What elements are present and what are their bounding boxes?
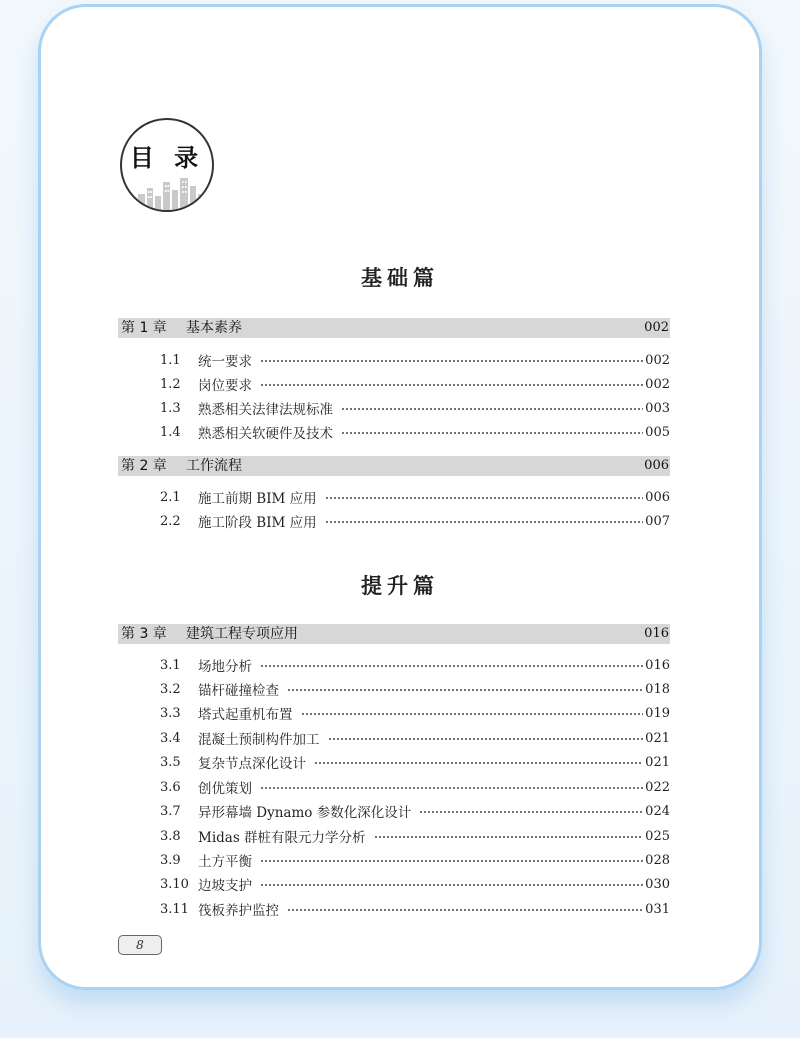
section-title: 锚杆碰撞检查 (198, 683, 279, 699)
toc-entry[interactable] (160, 422, 670, 442)
section-title: 土方平衡 (198, 854, 252, 870)
section-number: 2.2 (160, 513, 181, 529)
toc-entry[interactable] (160, 511, 670, 531)
section-page: 021 (645, 730, 670, 746)
section-title: Midas 群桩有限元力学分析 (198, 830, 366, 846)
dot-leader (325, 521, 644, 523)
toc-entry[interactable] (160, 703, 670, 723)
dot-leader (328, 738, 644, 740)
dot-leader (260, 860, 643, 862)
section-title: 场地分析 (198, 659, 252, 675)
section-page: 002 (645, 352, 670, 368)
dot-leader (419, 811, 643, 813)
section-title: 熟悉相关软硬件及技术 (198, 426, 333, 442)
chapter-label: 第 2 章 (121, 458, 167, 474)
toc-entry[interactable] (160, 350, 670, 370)
section-number: 3.5 (160, 754, 181, 770)
dot-leader (341, 408, 643, 410)
section-page: 007 (645, 513, 670, 529)
section-title: 统一要求 (198, 354, 252, 370)
section-title: 混凝土预制构件加工 (198, 732, 320, 748)
dot-leader (260, 665, 643, 667)
dot-leader (301, 713, 644, 715)
toc-entry[interactable] (160, 850, 670, 870)
dot-leader (260, 787, 643, 789)
toc-entry[interactable] (160, 398, 670, 418)
chapter-label: 第 1 章 (121, 320, 167, 336)
dot-leader (341, 432, 643, 434)
section-title: 施工阶段 BIM 应用 (198, 515, 317, 531)
section-page: 025 (645, 828, 670, 844)
chapter-title: 建筑工程专项应用 (186, 626, 298, 642)
section-page: 018 (645, 681, 670, 697)
toc-title: 目 录 (129, 144, 205, 172)
dot-leader (287, 689, 643, 691)
section-title: 筏板养护监控 (198, 903, 279, 919)
section-number: 1.2 (160, 376, 181, 392)
section-title: 复杂节点深化设计 (198, 756, 306, 772)
toc-entry[interactable] (160, 899, 670, 919)
dot-leader (325, 497, 644, 499)
section-page: 019 (645, 705, 670, 721)
section-number: 3.10 (160, 876, 189, 892)
section-page: 002 (645, 376, 670, 392)
chapter-page: 016 (644, 626, 669, 641)
dot-leader (314, 762, 643, 764)
section-number: 3.1 (160, 657, 181, 673)
chapter-row[interactable] (118, 624, 670, 644)
section-title: 熟悉相关法律法规标准 (198, 402, 333, 418)
section-number: 3.8 (160, 828, 181, 844)
section-page: 028 (645, 852, 670, 868)
section-number: 1.3 (160, 400, 181, 416)
section-title: 岗位要求 (198, 378, 252, 394)
section-title: 异形幕墙 Dynamo 参数化深化设计 (198, 805, 412, 821)
chapter-page: 002 (644, 320, 669, 335)
section-page: 005 (645, 424, 670, 440)
toc-entry[interactable] (160, 728, 670, 748)
dot-leader (287, 909, 643, 911)
section-page: 016 (645, 657, 670, 673)
part-title-advanced: 提升篇 (361, 573, 439, 598)
section-number: 3.4 (160, 730, 181, 746)
section-page: 003 (645, 400, 670, 416)
dot-leader (260, 360, 643, 362)
dot-leader (260, 384, 643, 386)
section-number: 3.3 (160, 705, 181, 721)
section-title: 创优策划 (198, 781, 252, 797)
page-number: 8 (118, 935, 162, 955)
section-page: 031 (645, 901, 670, 917)
dot-leader (260, 884, 643, 886)
section-number: 3.6 (160, 779, 181, 795)
chapter-row[interactable] (118, 456, 670, 476)
section-title: 塔式起重机布置 (198, 707, 293, 723)
section-page: 024 (645, 803, 670, 819)
toc-entry[interactable] (160, 826, 670, 846)
toc-badge (120, 118, 214, 212)
section-number: 3.2 (160, 681, 181, 697)
section-number: 1.4 (160, 424, 181, 440)
toc-entry[interactable] (160, 777, 670, 797)
toc-entry[interactable] (160, 874, 670, 894)
toc-entry[interactable] (160, 655, 670, 675)
toc-entry[interactable] (160, 679, 670, 699)
section-page: 021 (645, 754, 670, 770)
section-number: 1.1 (160, 352, 181, 368)
chapter-label: 第 3 章 (121, 626, 167, 642)
section-page: 022 (645, 779, 670, 795)
part-title-basics: 基础篇 (361, 265, 439, 290)
section-page: 030 (645, 876, 670, 892)
section-number: 3.9 (160, 852, 181, 868)
section-number: 3.11 (160, 901, 189, 917)
city-skyline-icon (122, 170, 212, 210)
chapter-page: 006 (644, 458, 669, 473)
chapter-row[interactable] (118, 318, 670, 338)
section-number: 3.7 (160, 803, 181, 819)
dot-leader (374, 836, 644, 838)
section-page: 006 (645, 489, 670, 505)
toc-entry[interactable] (160, 752, 670, 772)
chapter-title: 基本素养 (186, 320, 242, 336)
toc-entry[interactable] (160, 801, 670, 821)
chapter-title: 工作流程 (186, 458, 242, 474)
section-title: 施工前期 BIM 应用 (198, 491, 317, 507)
section-title: 边坡支护 (198, 878, 252, 894)
section-number: 2.1 (160, 489, 181, 505)
toc-entry[interactable] (160, 487, 670, 507)
toc-entry[interactable] (160, 374, 670, 394)
